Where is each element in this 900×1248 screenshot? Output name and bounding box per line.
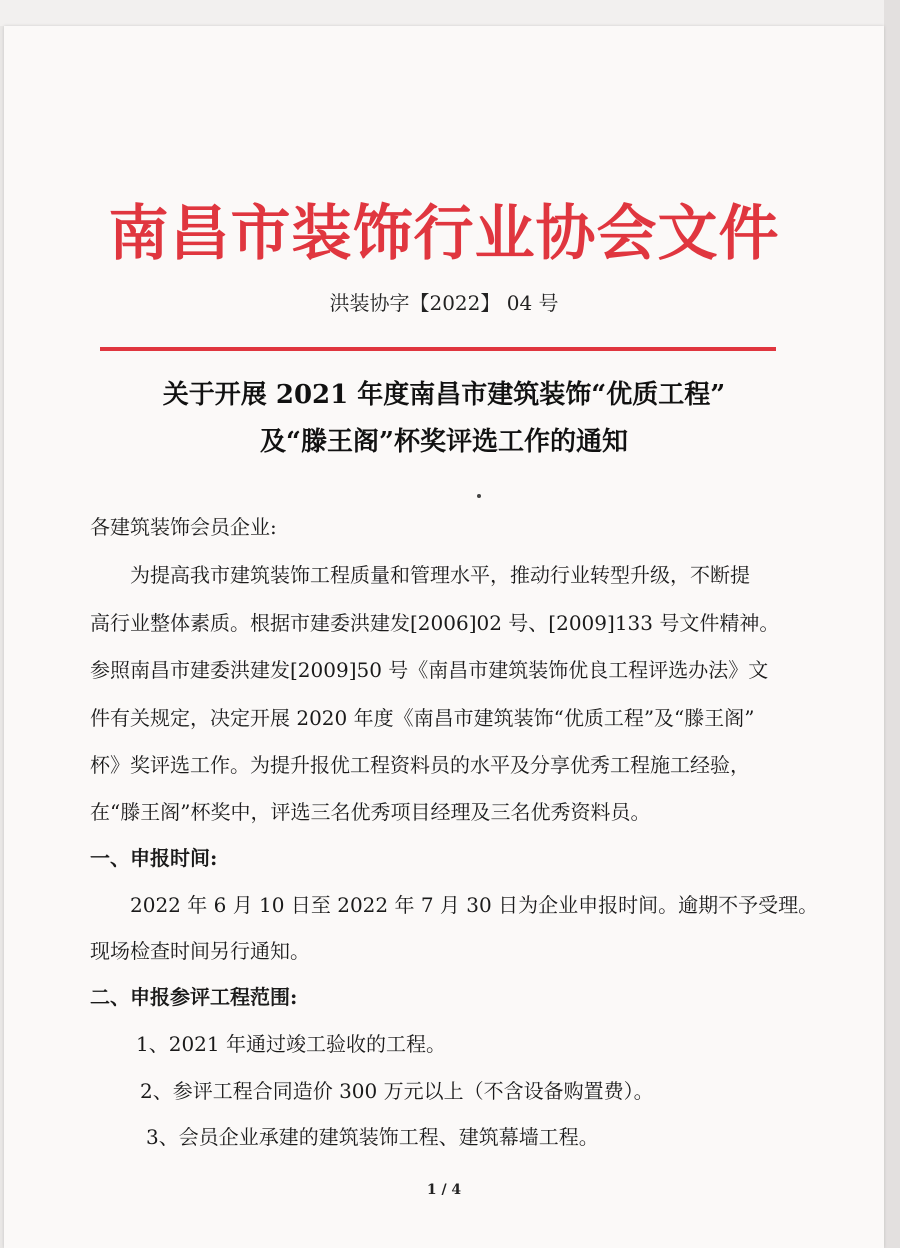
section-heading-scope: 二、申报参评工程范围: <box>90 985 298 1009</box>
section1-line: 现场检查时间另行通知。 <box>90 939 310 963</box>
scan-border-right <box>884 0 900 1248</box>
intro-line: 杯》奖评选工作。为提升报优工程资料员的水平及分享优秀工程施工经验， <box>90 753 750 777</box>
salutation: 各建筑装饰会员企业: <box>90 515 277 539</box>
notice-title-line-1: 关于开展 2021 年度南昌市建筑装饰“优质工程” <box>162 380 726 410</box>
document-number: 洪装协字【2022】 04 号 <box>329 291 559 315</box>
scope-item: 3、会员企业承建的建筑装饰工程、建筑幕墙工程。 <box>146 1125 599 1149</box>
scan-border-top <box>0 0 900 26</box>
section-heading-application-time: 一、申报时间: <box>90 846 218 870</box>
notice-title-line-2: 及“滕王阁”杯奖评选工作的通知 <box>260 427 628 457</box>
intro-line: 件有关规定，决定开展 2020 年度《南昌市建筑装饰“优质工程”及“滕王阁” <box>90 706 755 730</box>
scope-item: 2、参评工程合同造价 300 万元以上（不含设备购置费）。 <box>140 1079 654 1103</box>
intro-line: 参照南昌市建委洪建发[2009]50 号《南昌市建筑装饰优良工程评选办法》文 <box>90 658 769 682</box>
page-number: 1 / 4 <box>426 1182 462 1198</box>
red-divider-line <box>100 347 776 351</box>
intro-line: 在“滕王阁”杯奖中，评选三名优秀项目经理及三名优秀资料员。 <box>90 800 651 824</box>
section1-line: 2022 年 6 月 10 日至 2022 年 7 月 30 日为企业申报时间。逾期不予受理。 <box>130 893 819 917</box>
intro-line: 高行业整体素质。根据市建委洪建发[2006]02 号、[2009]133 号文件精神。 <box>90 611 780 635</box>
scope-item: 1、2021 年通过竣工验收的工程。 <box>136 1032 446 1056</box>
intro-line: 为提高我市建筑装饰工程质量和管理水平，推动行业转型升级，不断提 <box>130 563 750 587</box>
issuer-header-title: 南昌市装饰行业协会文件 <box>108 199 780 269</box>
document-page <box>4 26 884 1248</box>
scan-speck <box>477 494 481 498</box>
